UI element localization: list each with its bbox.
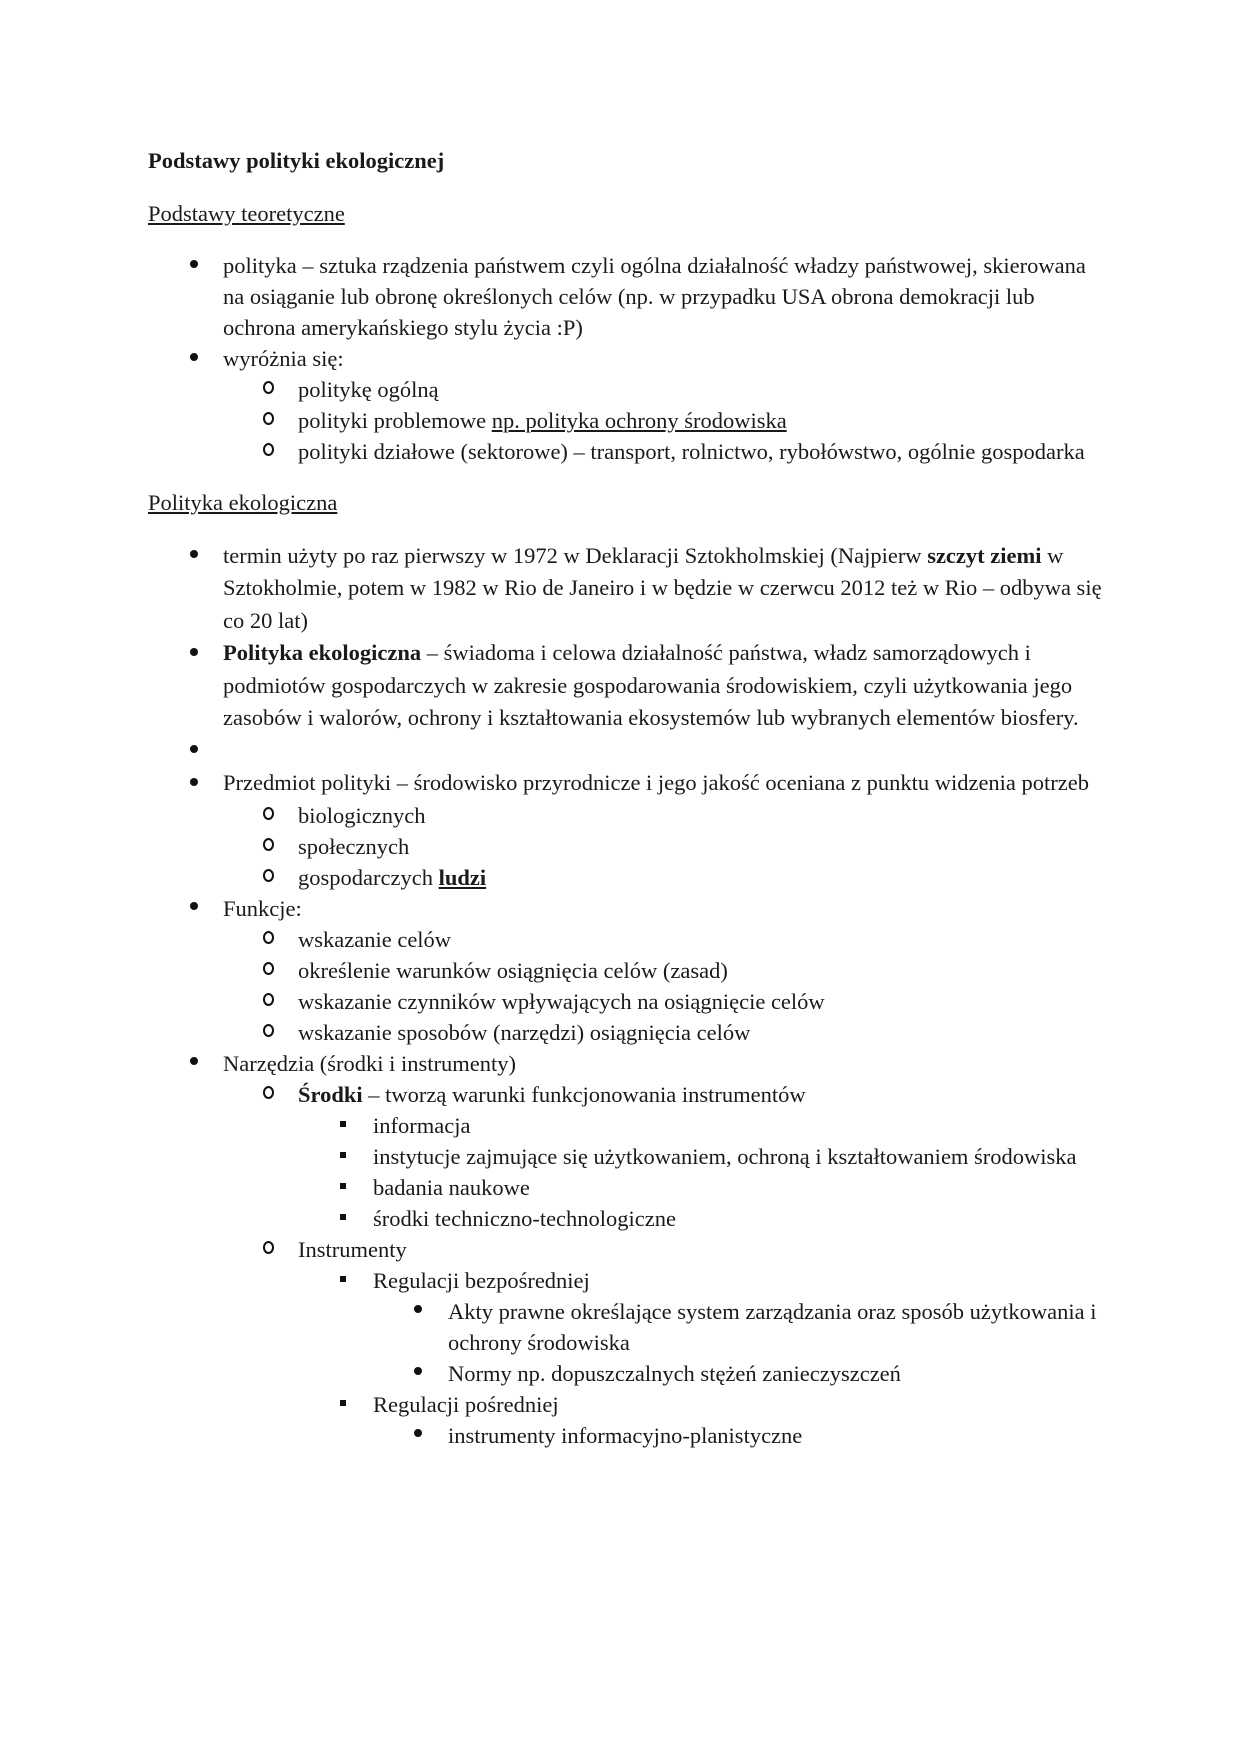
list-item (298, 1265, 1108, 1389)
list-item-text: w Sztokholmie, potem w 1982 w Rio de Janeiro i w będzie w czerwcu 2012 też w Rio – odbywa się co 20 lat) (223, 542, 1102, 633)
square-bullet-icon (333, 1203, 353, 1234)
list-item (298, 1172, 1108, 1203)
square-bullet-icon (333, 1389, 353, 1420)
list-item (223, 924, 1108, 955)
bullet-icon (408, 1296, 428, 1327)
bullet-icon (184, 540, 204, 573)
list-item-text: – świadoma i celowa działalność państwa, władz samorządowych i podmiotów gospodarczych w zakresie gospodarowania środowiskiem, czyli użytkowania jego zasobów i walorów, ochrony i kształtowania ekosystemów lub wybranych elementów biosfery. (223, 640, 1079, 730)
sublist (223, 800, 1108, 893)
bullet-icon (184, 1048, 204, 1079)
section-heading-ecological-policy: Polityka ekologiczna (148, 490, 338, 515)
list-item (373, 1296, 1108, 1358)
list-item-text: badania naukowe (373, 1174, 530, 1200)
list-item (223, 436, 1108, 467)
list-item (298, 1141, 1108, 1172)
list-item (148, 637, 1108, 735)
bullet-icon (184, 893, 204, 924)
list-item-text: Regulacji pośredniej (373, 1391, 559, 1417)
ecological-policy-list (148, 540, 1108, 1451)
list-item (223, 800, 1108, 831)
circle-bullet-icon (258, 374, 278, 405)
circle-bullet-icon (258, 862, 278, 893)
list-item (223, 831, 1108, 862)
bold-text: Środki (298, 1081, 363, 1107)
list-item-text: wskazanie czynników wpływających na osiągnięcie celów (298, 988, 825, 1014)
list-item (148, 1048, 1108, 1451)
list-item-text: termin użyty po raz pierwszy w 1972 w Deklaracji Sztokholmskiej (Najpierw (223, 542, 928, 568)
circle-bullet-icon (258, 924, 278, 955)
circle-bullet-icon (258, 955, 278, 986)
list-item-text: polityki problemowe (298, 408, 492, 433)
bullet-icon (184, 250, 204, 281)
square-bullet-icon (333, 1172, 353, 1203)
list-item (298, 1389, 1108, 1451)
sublist (298, 1110, 1108, 1234)
list-item (223, 955, 1108, 986)
list-item-text: wskazanie sposobów (narzędzi) osiągnięcia celów (298, 1019, 751, 1045)
list-item-text: określenie warunków osiągnięcia celów (zasad) (298, 957, 728, 983)
list-item (223, 405, 1108, 436)
list-item (373, 1358, 1108, 1389)
list-item-text: wskazanie celów (298, 926, 452, 952)
circle-bullet-icon (258, 986, 278, 1017)
theory-list (148, 250, 1108, 467)
list-item (298, 1203, 1108, 1234)
list-item-text: Normy np. dopuszczalnych stężeń zanieczyszczeń (448, 1360, 901, 1386)
list-item-text: Akty prawne określające system zarządzania oraz sposób użytkowania i ochrony środowiska (448, 1298, 1097, 1355)
circle-bullet-icon (258, 1017, 278, 1048)
bullet-icon (184, 637, 204, 670)
list-item (223, 1079, 1108, 1234)
list-item-text: Regulacji bezpośredniej (373, 1267, 590, 1293)
list-item-text: – tworzą warunki funkcjonowania instrumentów (362, 1081, 806, 1107)
list-item (223, 986, 1108, 1017)
bold-text: Polityka ekologiczna (223, 640, 422, 665)
list-item (148, 540, 1108, 638)
list-item-text: biologicznych (298, 802, 426, 828)
list-item (148, 893, 1108, 1048)
document-title: Podstawy polityki ekologicznej (148, 148, 445, 173)
sublist (223, 1079, 1108, 1451)
bullet-icon (184, 735, 204, 768)
square-bullet-icon (333, 1110, 353, 1141)
sublist (223, 374, 1108, 467)
circle-bullet-icon (258, 405, 278, 436)
list-item-text: wyróżnia się: (223, 346, 344, 371)
list-item-text: środki techniczno-technologiczne (373, 1205, 677, 1231)
bullet-icon (408, 1358, 428, 1389)
square-bullet-icon (333, 1141, 353, 1172)
list-item (148, 250, 1108, 343)
circle-bullet-icon (258, 1234, 278, 1265)
circle-bullet-icon (258, 436, 278, 467)
list-item-text: instrumenty informacyjno-planistyczne (448, 1422, 803, 1448)
list-item (148, 343, 1108, 467)
list-item (223, 1234, 1108, 1451)
sublist (373, 1420, 1108, 1451)
list-item-text: Przedmiot polityki – środowisko przyrodnicze i jego jakość oceniana z punktu widzenia potrzeb (223, 770, 1090, 795)
bullet-icon (184, 343, 204, 374)
list-item (223, 1017, 1108, 1048)
bold-text: szczyt ziemi (927, 542, 1042, 568)
list-item-text: polityka – sztuka rządzenia państwem czyli ogólna działalność władzy państwowej, skierowana na osiąganie lub obronę określonych celów (np. w przypadku USA obrona demokracji lub ochrona amerykańskiego stylu życia :P) (223, 253, 1086, 340)
list-item-text: informacja (373, 1112, 471, 1138)
sublist (223, 924, 1108, 1048)
list-item (373, 1420, 1108, 1451)
circle-bullet-icon (258, 1079, 278, 1110)
list-item-empty (148, 735, 1108, 768)
bullet-icon (184, 767, 204, 800)
list-item-text: społecznych (298, 833, 410, 859)
list-item-text: politykę ogólną (298, 377, 439, 402)
list-item-text: instytucje zajmujące się użytkowaniem, ochroną i kształtowaniem środowiska (373, 1143, 1077, 1169)
list-item-text: Funkcje: (223, 895, 302, 921)
circle-bullet-icon (258, 800, 278, 831)
list-item-text: Instrumenty (298, 1236, 407, 1262)
circle-bullet-icon (258, 831, 278, 862)
list-item (223, 374, 1108, 405)
sublist (373, 1296, 1108, 1389)
list-item (148, 767, 1108, 893)
underlined-text: np. polityka ochrony środowiska (491, 408, 787, 433)
square-bullet-icon (333, 1265, 353, 1296)
section-heading-theory: Podstawy teoretyczne (148, 200, 345, 226)
document-body (148, 145, 1108, 1451)
sublist (298, 1265, 1108, 1451)
bullet-icon (408, 1420, 428, 1451)
bold-underlined-text: ludzi (438, 864, 487, 890)
list-item-text: gospodarczych (298, 864, 439, 890)
list-item-text: Narzędzia (środki i instrumenty) (223, 1050, 517, 1076)
list-item-text: polityki działowe (sektorowe) – transport, rolnictwo, rybołówstwo, ogólnie gospodarka (298, 439, 1085, 464)
list-item (223, 862, 1108, 893)
list-item (298, 1110, 1108, 1141)
